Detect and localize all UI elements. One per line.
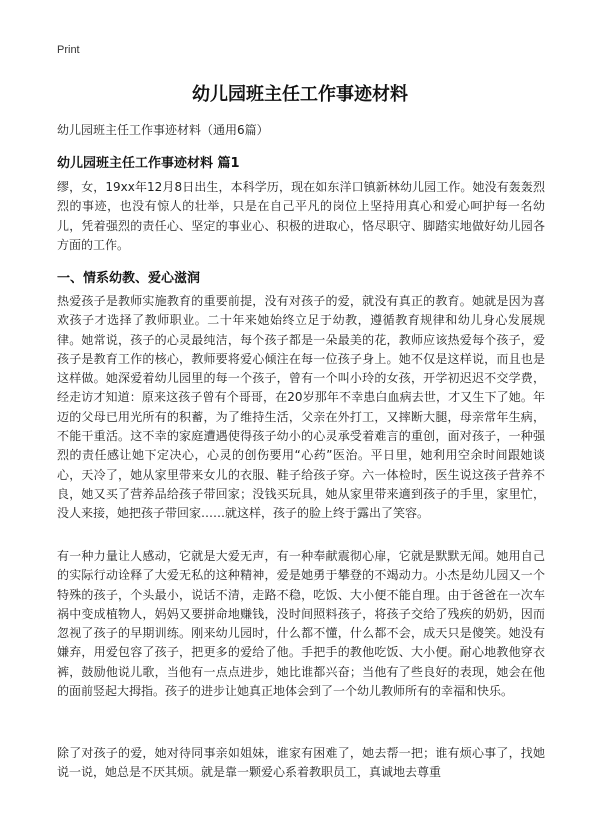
print-link[interactable]: Print — [57, 44, 80, 56]
intro-paragraph: 缪，女，19xx年12月8日出生，本科学历，现在如东洋口镇新林幼儿园工作。她没有轰轰烈烈的事迹，也没有惊人的壮举，只是在自己平凡的岗位上坚持用真心和爱心呵护每一名幼儿，凭着强烈的责任心、坚定的事业心、积极的进取心，恪尽职守、脚踏实地做好幼儿园各方面的工作。 — [57, 180, 545, 252]
heading-love-education: 一、情系幼教、爱心滋润 — [57, 271, 201, 286]
body-paragraph: 有一种力量让人感动，它就是大爱无声，有一种奉献震彻心扉，它就是默默无闻。她用自己的实际行动诠释了大爱无私的这种精神，爱是她勇于攀登的不竭动力。小杰是幼儿园又一个特殊的孩子，个头最小，说话不清，走路不稳，吃饭、大小便不能自理。由于爸爸在一次车祸中变成植物人，妈妈又要拼命地赚钱，没时间照料孩子，将孩子交给了残疾的奶奶，因而忽视了孩子的早期训练。刚来幼儿园时，什么都不懂，什么都不会，成天只是傻笑。她没有嫌弃，用爱包容了孩子，把更多的爱给了他。手把手的教他吃饭、大小便。耐心地教他穿衣裤，鼓励他说儿歌，当他有一点点进步，她比谁都兴奋；当他有了些良好的表现，她会在他的面前竖起大拇指。孩子的进步让她真正地体会到了一个幼儿教师所有的幸福和快乐。 — [57, 549, 545, 699]
document-subtitle: 幼儿园班主任工作事迹材料（通用6篇） — [57, 123, 269, 137]
section-title: 幼儿园班主任工作事迹材料 篇1 — [57, 156, 240, 171]
body-paragraph: 热爱孩子是教师实施教育的重要前提，没有对孩子的爱，就没有真正的教育。她就是因为喜欢孩子才选择了教师职业。二十年来她始终立足于幼教，遵循教育规律和幼儿身心发展规律。她常说，孩子的心灵最纯洁，每个孩子都是一朵最美的花，教师应该热爱每个孩子，爱孩子是教育工作的核心，教师要将爱心倾注在每一位孩子身上。她不仅是这样说，而且也是这样做。她深爱着幼儿园里的每一个孩子，曾有一个叫小玲的女孩，开学初迟迟不交学费，经走访才知道：原来这孩子曾有个哥哥，在20岁那年不幸患白血病去世，才又生下了她。年迈的父母已用光所有的积蓄，为了维持生活，父亲在外打工，又摔断大腿，母亲常年生病，不能干重活。这不幸的家庭遭遇使得孩子幼小的心灵承受着难言的重创，面对孩子，一种强烈的责任感让她下定决心，心灵的创伤要用“心药”医治。平日里，她利用空余时间跟她谈心，天冷了，她从家里带来女儿的衣服、鞋子给孩子穿。六一体检时，医生说这孩子营养不良，她又买了营养品给孩子带回家；没钱买玩具，她从家里带来適到孩子的手里，家里忙，没人来接，她把孩子带回家……就这样，孩子的脸上终于露出了笑容。 — [57, 294, 545, 521]
body-paragraph: 除了对孩子的爱，她对待同事亲如姐妹，谁家有困难了，她去帮一把；谁有烦心事了，找她说一说，她总是不厌其烦。就是靠一颗爱心系着教职员工，真诚地去尊重 — [57, 746, 545, 780]
document-title: 幼儿园班主任工作事迹材料 — [192, 84, 408, 105]
